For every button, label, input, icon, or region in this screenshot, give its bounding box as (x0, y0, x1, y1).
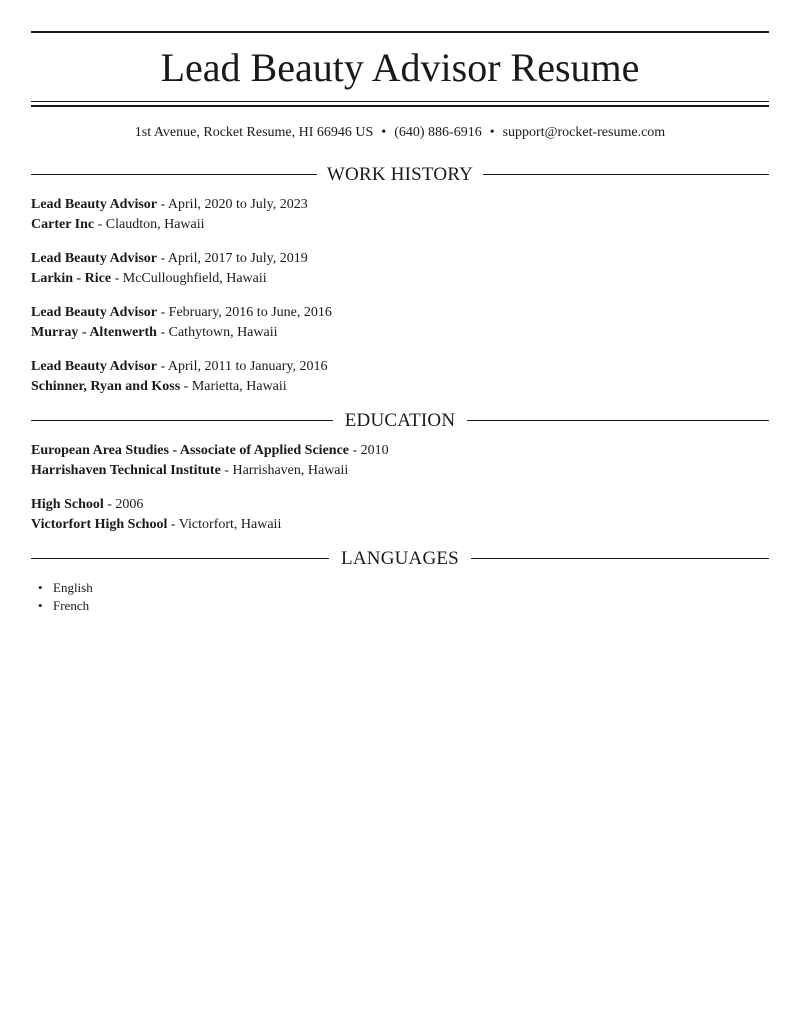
page-title: Lead Beauty Advisor Resume (160, 45, 640, 90)
job-employer: Carter Inc (31, 217, 95, 232)
job-dates: - April, 2011 to January, 2016 (157, 359, 328, 374)
job-location: - Claudton, Hawaii (94, 217, 205, 232)
bullet-icon: • (38, 580, 43, 595)
languages-heading (31, 547, 769, 571)
work-entry (31, 249, 769, 289)
degree-name: High School (31, 497, 104, 512)
degree-name: European Area Studies - Associate of Applied Science (31, 443, 350, 458)
contact-separator: • (489, 125, 495, 140)
heading-rule-right (467, 420, 769, 421)
job-location: - Cathytown, Hawaii (156, 325, 278, 340)
job-location: - McCulloughfield, Hawaii (111, 271, 267, 286)
job-role: Lead Beauty Advisor (31, 305, 158, 320)
education-entry (31, 495, 769, 535)
job-dates: - April, 2017 to July, 2019 (157, 251, 308, 266)
heading-rule-right (483, 174, 769, 175)
list-item (31, 579, 93, 597)
list-item (31, 597, 93, 615)
job-employer: Schinner, Ryan and Koss (31, 379, 181, 394)
section-title: EDUCATION (344, 410, 456, 431)
job-role: Lead Beauty Advisor (31, 359, 158, 374)
job-role: Lead Beauty Advisor (31, 197, 158, 212)
school-location: - Harrishaven, Hawaii (220, 463, 349, 478)
title-rule-thin (31, 101, 769, 102)
language-name: French (53, 598, 90, 613)
top-rule (31, 31, 769, 33)
heading-rule-right (471, 558, 769, 559)
school-name: Harrishaven Technical Institute (31, 463, 221, 478)
section-title: WORK HISTORY (326, 164, 474, 185)
job-role: Lead Beauty Advisor (31, 251, 158, 266)
contact-line (31, 124, 769, 142)
contact-separator: • (381, 125, 387, 140)
languages-list (31, 579, 93, 615)
degree-year: - 2006 (103, 497, 144, 512)
work-entry (31, 195, 769, 235)
work-entry (31, 357, 769, 397)
job-location: - Marietta, Hawaii (180, 379, 287, 394)
education-heading (31, 409, 769, 433)
contact-phone: (640) 886-6916 (394, 125, 482, 140)
job-dates: - April, 2020 to July, 2023 (157, 197, 308, 212)
title-rule-thick (31, 105, 769, 107)
work-entry (31, 303, 769, 343)
work-history-heading (31, 163, 769, 187)
contact-email: support@rocket-resume.com (502, 125, 666, 140)
job-employer: Larkin - Rice (31, 271, 112, 286)
school-name: Victorfort High School (31, 517, 168, 532)
section-title: LANGUAGES (341, 548, 459, 569)
contact-address: 1st Avenue, Rocket Resume, HI 66946 US (134, 125, 374, 140)
education-entry (31, 441, 769, 481)
school-location: - Victorfort, Hawaii (167, 517, 282, 532)
job-dates: - February, 2016 to June, 2016 (157, 305, 332, 320)
bullet-icon: • (38, 598, 43, 613)
language-name: English (53, 580, 93, 595)
degree-year: - 2010 (349, 443, 389, 458)
job-employer: Murray - Altenwerth (31, 325, 157, 340)
